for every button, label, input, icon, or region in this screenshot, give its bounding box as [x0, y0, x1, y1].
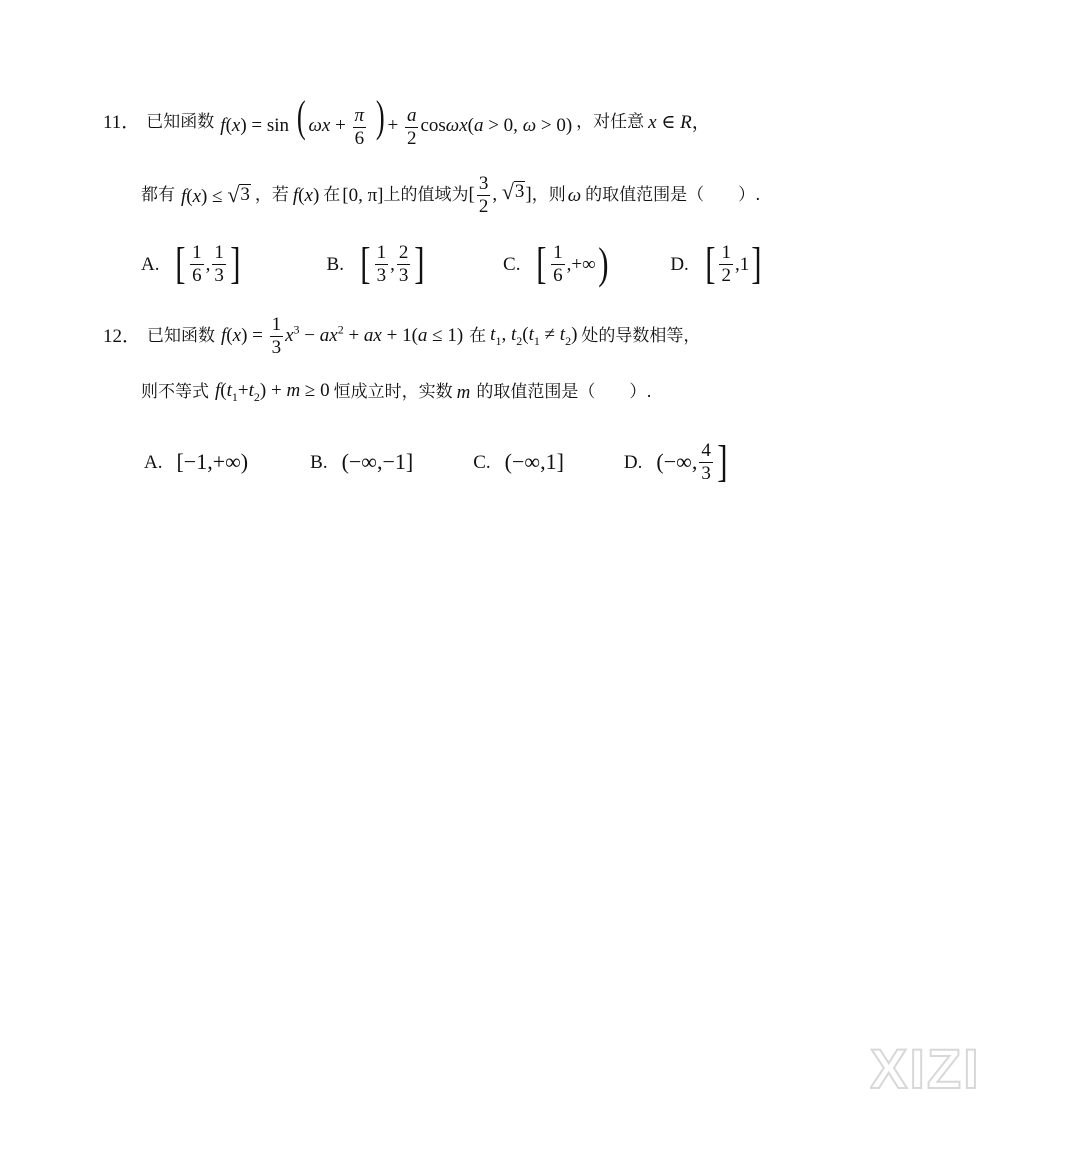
option-label: D. [623, 451, 643, 473]
right-bracket: ] [751, 239, 762, 288]
denominator: 3 [214, 264, 224, 286]
q11-comma: ， [691, 111, 711, 133]
q12-text-e: 恒成立时，实数 [333, 381, 453, 402]
numerator: 1 [376, 241, 387, 263]
option-a-value: [−1,+∞) [176, 449, 249, 474]
q12-formula: f(x) = $\frac{1}{3}$ $x^3 - ax^2$ + ax + 1(a ≤ 1) [221, 313, 464, 358]
denominator: 3 [376, 264, 387, 286]
q12-text-a: 已知函数 [147, 325, 216, 346]
option-label: A. [144, 451, 163, 473]
right-bracket: ] [414, 239, 425, 288]
q11-text-c: 都有 [141, 184, 175, 205]
numerator: 2 [398, 241, 409, 263]
numerator: 1 [214, 241, 224, 263]
q12-number: 12． [103, 325, 142, 347]
option-label: C. [503, 253, 521, 275]
q11-range: [ $\frac{3}{2}$ , √ 3 ] [468, 172, 532, 217]
q11-inequality: f(x) ≤ √ 3 [181, 182, 250, 207]
option-label: B. [310, 451, 328, 473]
q11-formula: f(x) = sin ( ωx + $\frac{\pi}{6}$ ) + $\frac{a}{2}$ cosωx(a > 0, ω > 0) [220, 92, 573, 149]
denominator: 6 [192, 264, 202, 286]
option-label: B. [326, 253, 344, 275]
left-bracket: [ [536, 239, 547, 288]
q12-option-a [144, 451, 248, 473]
q11-in-symbol: ∈ [656, 111, 681, 133]
left-bracket: [ [704, 239, 716, 288]
option-d-left: (−∞, [656, 449, 698, 474]
q11-fx: f(x) [292, 184, 320, 206]
denominator: 6 [553, 264, 563, 286]
q11-line-2 [141, 170, 761, 220]
right-paren: ) [597, 239, 609, 288]
numerator: 4 [701, 439, 711, 461]
denominator: 3 [398, 264, 409, 286]
q12-text-f: 的取值范围是（ ）. [476, 381, 652, 402]
q12-option-d [623, 437, 730, 486]
watermark-logo [870, 1038, 1010, 1098]
option-b-value: (−∞,−1] [341, 449, 414, 474]
q11-formula-x-in-R: x [648, 111, 657, 133]
q11-number: 11． [103, 111, 141, 133]
q12-option-b [310, 451, 413, 473]
q12-option-c [473, 451, 564, 473]
q11-text-a: 已知函数 [146, 111, 215, 132]
option-label: C. [473, 451, 491, 473]
q12-text-d: 则不等式 [141, 381, 209, 402]
q11-text-g: ，则 [531, 184, 566, 205]
q11-option-a: A. [ $\frac{1}{6}$ , $\frac{1}{3}$ ] [141, 239, 241, 288]
right-bracket: ] [230, 239, 241, 288]
q11-options [141, 236, 764, 292]
option-c-value: (−∞,1] [504, 449, 564, 474]
q11-interval: [0, π] [342, 184, 384, 206]
denominator: 3 [701, 462, 711, 484]
q11-text-f: 上的值域为 [383, 184, 469, 205]
q11-R: R [680, 111, 692, 133]
right-bracket: ] [717, 437, 728, 486]
left-bracket: [ [360, 239, 371, 288]
numerator: 1 [721, 241, 731, 263]
option-label: A. [141, 253, 160, 275]
q12-line-2 [141, 378, 652, 406]
denominator: 2 [721, 264, 731, 286]
q12-options [144, 434, 729, 490]
numerator: 1 [553, 241, 563, 263]
option-label: D. [670, 253, 689, 275]
watermark-text: XIZI [870, 1038, 981, 1098]
q11-option-d: D. [ $\frac{1}{2}$ , 1 ] [670, 239, 762, 288]
q12-line-1 [103, 308, 700, 364]
q11-line-1 [103, 94, 711, 150]
q11-omega: ω [567, 184, 582, 206]
left-bracket: [ [175, 239, 186, 288]
q12-inequality: $f(t_1+t_2) + m \ge 0$ [215, 380, 330, 404]
q11-option-b: B. [ $\frac{1}{3}$ , $\frac{2}{3}$ ] [326, 239, 425, 288]
q11-text-d: ，若 [254, 184, 289, 205]
q12-points: $t_1$, $t_2(t_1 \ne t_2)$ [490, 324, 578, 348]
option-d-right: 1 [739, 253, 750, 275]
q11-option-c: C. [ $\frac{1}{6}$ , +∞ ) [503, 239, 609, 288]
q12-text-b: 在 [469, 325, 487, 346]
q12-text-c: 处的导数相等， [581, 325, 701, 346]
numerator: 1 [192, 241, 202, 263]
q12-m: m [456, 381, 471, 403]
q11-text-e: 在 [323, 184, 341, 205]
q11-text-b: ，对任意 [576, 111, 645, 132]
q11-text-h: 的取值范围是（ ）. [585, 184, 761, 205]
option-c-right: +∞ [571, 253, 596, 275]
